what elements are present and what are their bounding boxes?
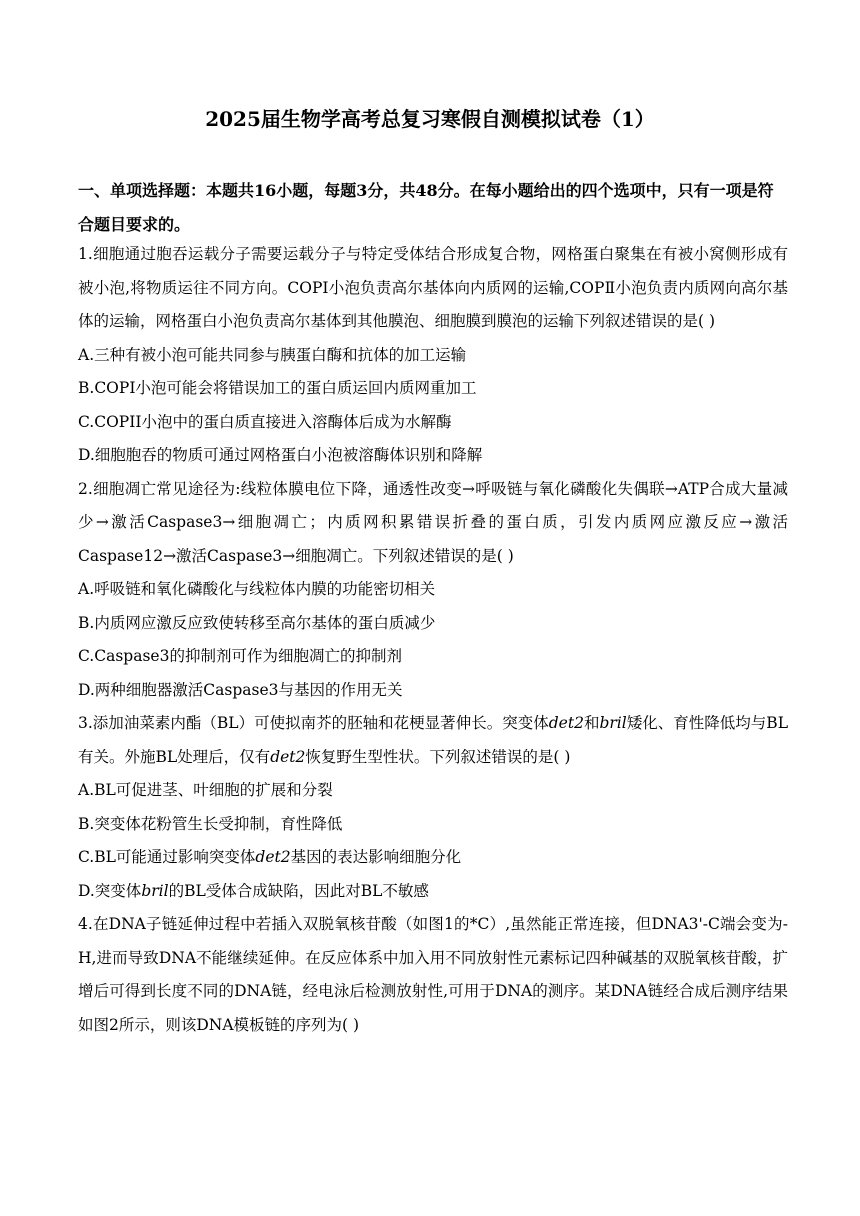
question-2-option-a: A.呼吸链和氧化磷酸化与线粒体内膜的功能密切相关: [78, 580, 436, 598]
option-text: 基因的表达影响细胞分化: [290, 848, 462, 866]
question-1-option-b: B.COPI小泡可能会将错误加工的蛋白质运回内质网重加工: [78, 379, 477, 397]
question-1-option-a: A.三种有被小泡可能共同参与胰蛋白酶和抗体的加工运输: [78, 345, 467, 364]
question-2: [78, 473, 788, 708]
question-3-stem-text: 矮化、育性降低均与BL有关。外施BL处理后，仅有: [78, 714, 788, 766]
question-1-option-d: D.细胞胞吞的物质可通过网格蛋白小泡被溶酶体识别和降解: [78, 446, 483, 464]
gene-term-bril: bril: [599, 714, 627, 732]
question-3-option-a: A.BL可促进茎、叶细胞的扩展和分裂: [78, 781, 333, 799]
question-1: [78, 238, 788, 473]
question-4: [78, 908, 788, 1042]
question-3-stem-text: 和: [583, 714, 600, 732]
question-3-stem-text: 恢复野生型性状。下列叙述错误的是( ): [305, 747, 571, 766]
question-2-option-c: C.Caspase3的抑制剂可作为细胞凋亡的抑制剂: [78, 647, 402, 665]
question-2-stem: 2.细胞凋亡常见途径为:线粒体膜电位下降，通透性改变→呼吸链与氧化磷酸化失偶联→ATP合成大量减少→激活Caspase3→细胞凋亡；内质网积累错误折叠的蛋白质，引发内质网应激反应→激活Caspase12→激活Caspase3→细胞凋亡。下列叙述错误的是( ): [78, 479, 788, 565]
question-3-stem-text: 3.添加油菜素内酯（BL）可使拟南芥的胚轴和花梗显著伸长。突变体: [78, 714, 549, 732]
gene-term-det2: det2: [255, 848, 291, 866]
question-2-option-d: D.两种细胞器激活Caspase3与基因的作用无关: [78, 680, 403, 699]
question-3-option-d: [78, 875, 788, 909]
option-text: 的BL受体合成缺陷，因此对BL不敏感: [168, 881, 429, 900]
question-1-stem: 1.细胞通过胞吞运载分子需要运载分子与特定受体结合形成复合物，网格蛋白聚集在有被小窝侧形成有被小泡,将物质运往不同方向。COPI小泡负责高尔基体向内质网的运输,COPⅡ小泡负责内质网向高尔基体的运输，网格蛋白小泡负责高尔基体到其他膜泡、细胞膜到膜泡的运输下列叙述错误的是( ): [78, 245, 788, 330]
gene-term-det2: det2: [270, 747, 306, 766]
gene-term-bril: bril: [141, 881, 169, 900]
section-heading: 一、单项选择题：本题共16小题，每题3分，共48分。在每小题给出的四个选项中，只有一项是符合题目要求的。: [78, 181, 774, 234]
question-3-option-b: B.突变体花粉管生长受抑制，育性降低: [78, 814, 343, 833]
option-text: D.突变体: [78, 881, 142, 900]
option-text: C.BL可能通过影响突变体: [78, 848, 256, 866]
question-4-stem: 4.在DNA子链延伸过程中若插入双脱氧核苷酸（如图1的*C）,虽然能正常连接，但DNA3'-C端会变为-H,进而导致DNA不能继续延伸。在反应体系中加入用不同放射性元素标记四种碱基的双脱氧核苷酸，扩增后可得到长度不同的DNA链，经电泳后检测放射性,可用于DNA的测序。某DNA链经合成后测序结果如图2所示，则该DNA模板链的序列为( ): [78, 915, 788, 1034]
question-list: [78, 238, 788, 1042]
question-2-option-b: B.内质网应激反应致使转移至高尔基体的蛋白质减少: [78, 613, 436, 632]
question-3: [78, 707, 788, 908]
question-3-option-c: [78, 841, 788, 875]
question-3-stem: [78, 707, 788, 774]
question-1-option-c: C.COPII小泡中的蛋白质直接进入溶酶体后成为水解酶: [78, 412, 452, 431]
exam-title: 2025届生物学高考总复习寒假自测模拟试卷（1）: [205, 107, 655, 131]
gene-term-det2: det2: [548, 714, 584, 732]
